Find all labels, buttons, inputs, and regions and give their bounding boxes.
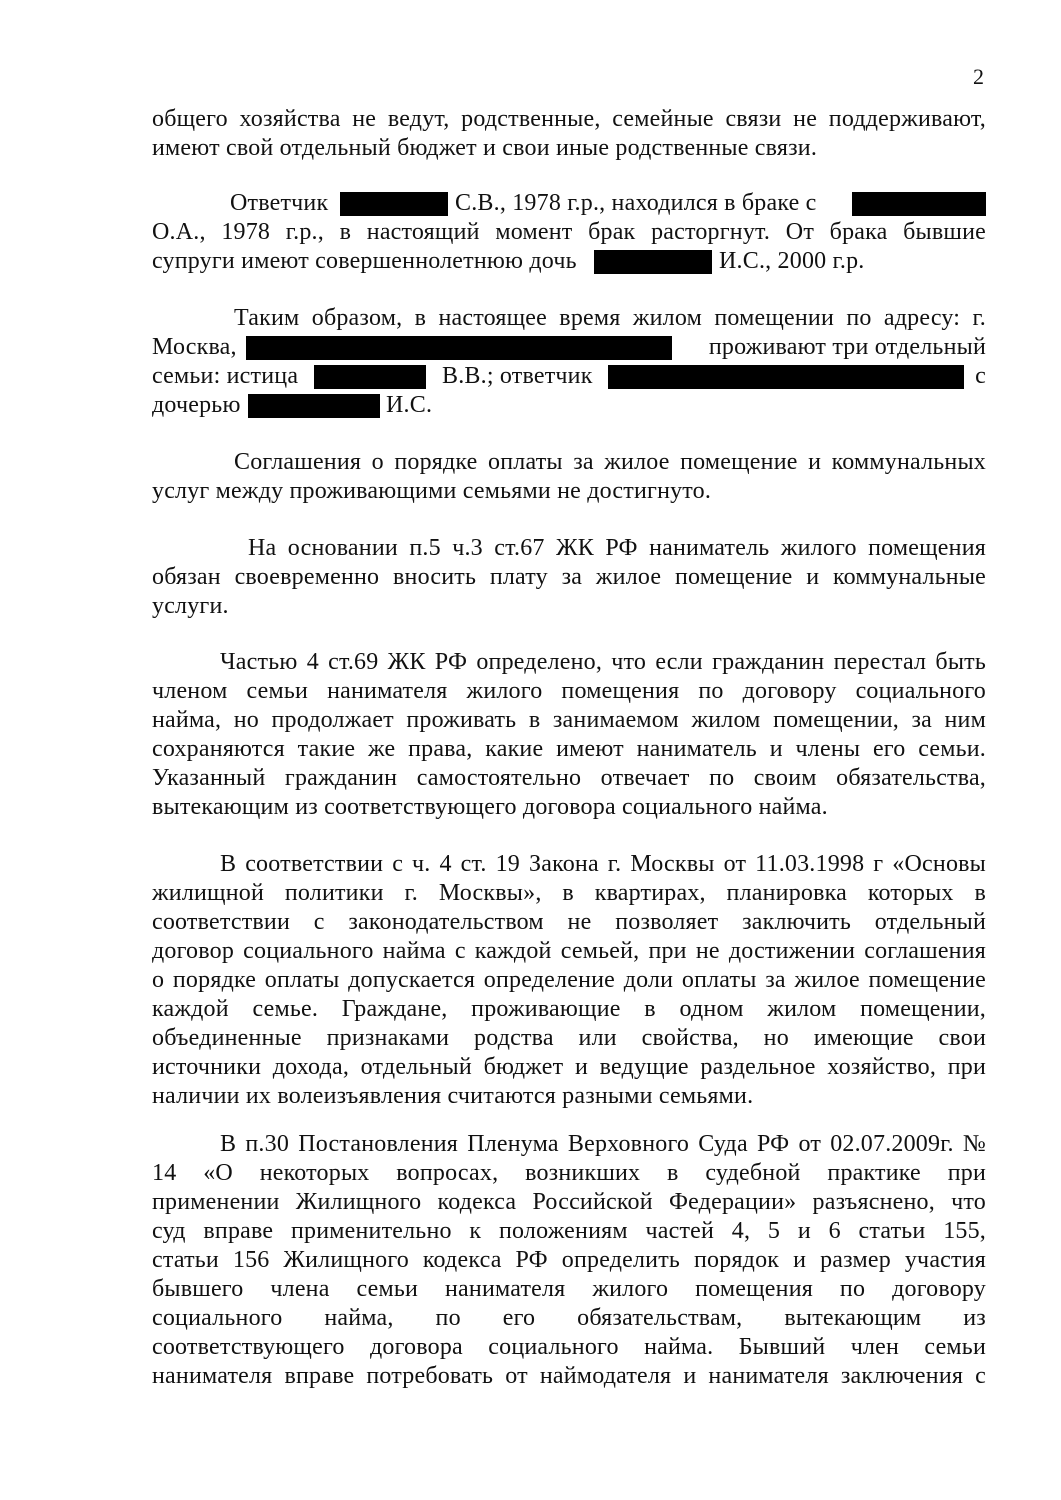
text-segment: С.В., 1978 г.р., находился в браке с [455,190,817,216]
text-line: суд вправе применительно к положениям частей 4, 5 и 6 статьи 155, [152,1218,986,1244]
text-segment: дочерью [152,392,241,418]
text-line: применении Жилищного кодекса Российской Федерации» разъяснено, что [152,1189,986,1215]
text-line: соответствии с законодательством не позволяет заключить отдельный [152,909,986,935]
text-line [152,247,986,276]
text-line [152,648,986,677]
text-line: бывшего члена семьи нанимателя жилого помещения по договору [152,1276,986,1302]
text-line: услуги. [152,593,229,619]
text-line: обязан своевременно вносить плату за жилое помещение и коммунальные [152,564,986,590]
text-line: соответствующего договора социального найма. Бывший член семьи [152,1334,986,1360]
paragraph-article-67 [152,534,986,621]
text-line: О.А., 1978 г.р., в настоящий момент брак расторгнут. От брака бывшие [152,219,986,245]
text-segment: Частью 4 ст.69 ЖК РФ определено, что если гражданин перестал быть [220,649,986,675]
paragraph-defendant [152,189,986,276]
text-segment: Москва, [152,334,237,360]
redaction-bar [246,336,672,360]
text-line [152,362,986,391]
text-line: вытекающим из соответствующего договора социального найма. [152,794,828,820]
text-segment: с [975,363,986,389]
text-line: Указанный гражданин самостоятельно отвечает по своим обязательства, [152,765,986,791]
text-line: объединенные признаками родства или свойства, но имеющие свои [152,1025,986,1051]
text-segment: супруги имеют совершеннолетнюю дочь [152,248,577,274]
text-segment: Ответчик [230,190,329,216]
redaction-bar [608,365,964,389]
text-segment: В соответствии с ч. 4 ст. 19 Закона г. Москвы от 11.03.1998 г «Основы [220,851,986,877]
text-line [152,189,986,218]
text-line: статьи 156 Жилищного кодекса РФ определить порядок и размер участия [152,1247,986,1273]
paragraph-residents [152,304,986,420]
text-line [152,448,986,477]
text-line: о порядке оплаты допускается определение доли оплаты за жилое помещение [152,967,986,993]
paragraph-agreement [152,448,986,506]
text-line: социального найма, по его обязательствам, вытекающим из [152,1305,986,1331]
text-segment: Таким образом, в настоящее время жилом помещении по адресу: г. [234,305,986,331]
text-segment: И.С. [386,392,433,418]
text-line: членом семьи нанимателя жилого помещения по договору социального [152,678,986,704]
text-line: договор социального найма с каждой семьей, при не достижении соглашения [152,938,986,964]
text-line [152,1130,986,1159]
text-line: нанимателя вправе потребовать от наймодателя и нанимателя заключения с [152,1363,986,1389]
text-segment: семьи: истица [152,363,299,389]
text-line: наличии их волеизъявления считаются разными семьями. [152,1083,754,1109]
text-line: источники дохода, отдельный бюджет и ведущие раздельное хозяйство, при [152,1054,986,1080]
text-segment: И.С., 2000 г.р. [719,248,865,274]
text-segment: В п.30 Постановления Пленума Верховного Суда РФ от 02.07.2009г. № [220,1131,986,1157]
redaction-bar [594,250,712,274]
redaction-bar [314,365,426,389]
text-segment: В.В.; ответчик [442,363,593,389]
text-line: 14 «О некоторых вопросах, возникших в судебной практике при [152,1160,986,1186]
text-line: имеют свой отдельный бюджет и свои иные родственные связи. [152,135,818,161]
paragraph-article-69 [152,648,986,822]
text-line [152,391,986,420]
page-number: 2 [973,64,985,89]
paragraph-intro [152,105,986,163]
text-line: жилищной политики г. Москвы», в квартирах, планировка которых в [152,880,986,906]
redaction-bar [248,394,380,418]
text-segment: проживают три отдельный [708,334,986,360]
text-line: найма, но продолжает проживать в занимаемом жилом помещении, за ним [152,707,986,733]
text-line [152,850,986,879]
text-line: услуг между проживающими семьями не достигнуто. [152,478,712,504]
paragraph-plenum [152,1130,986,1391]
redaction-bar [340,192,448,216]
text-segment: На основании п.5 ч.3 ст.67 ЖК РФ наниматель жилого помещения [248,535,986,561]
redaction-bar [852,192,986,216]
text-line: сохраняются такие же права, какие имеют наниматель и члены его семьи. [152,736,986,762]
paragraph-moscow-law [152,850,986,1111]
text-segment: Соглашения о порядке оплаты за жилое помещение и коммунальных [234,449,986,475]
text-line [152,534,986,563]
text-line [152,333,986,362]
text-line [152,304,986,333]
text-line: общего хозяйства не ведут, родственные, семейные связи не поддерживают, [152,106,986,132]
text-line: каждой семье. Граждане, проживающие в одном жилом помещении, [152,996,986,1022]
